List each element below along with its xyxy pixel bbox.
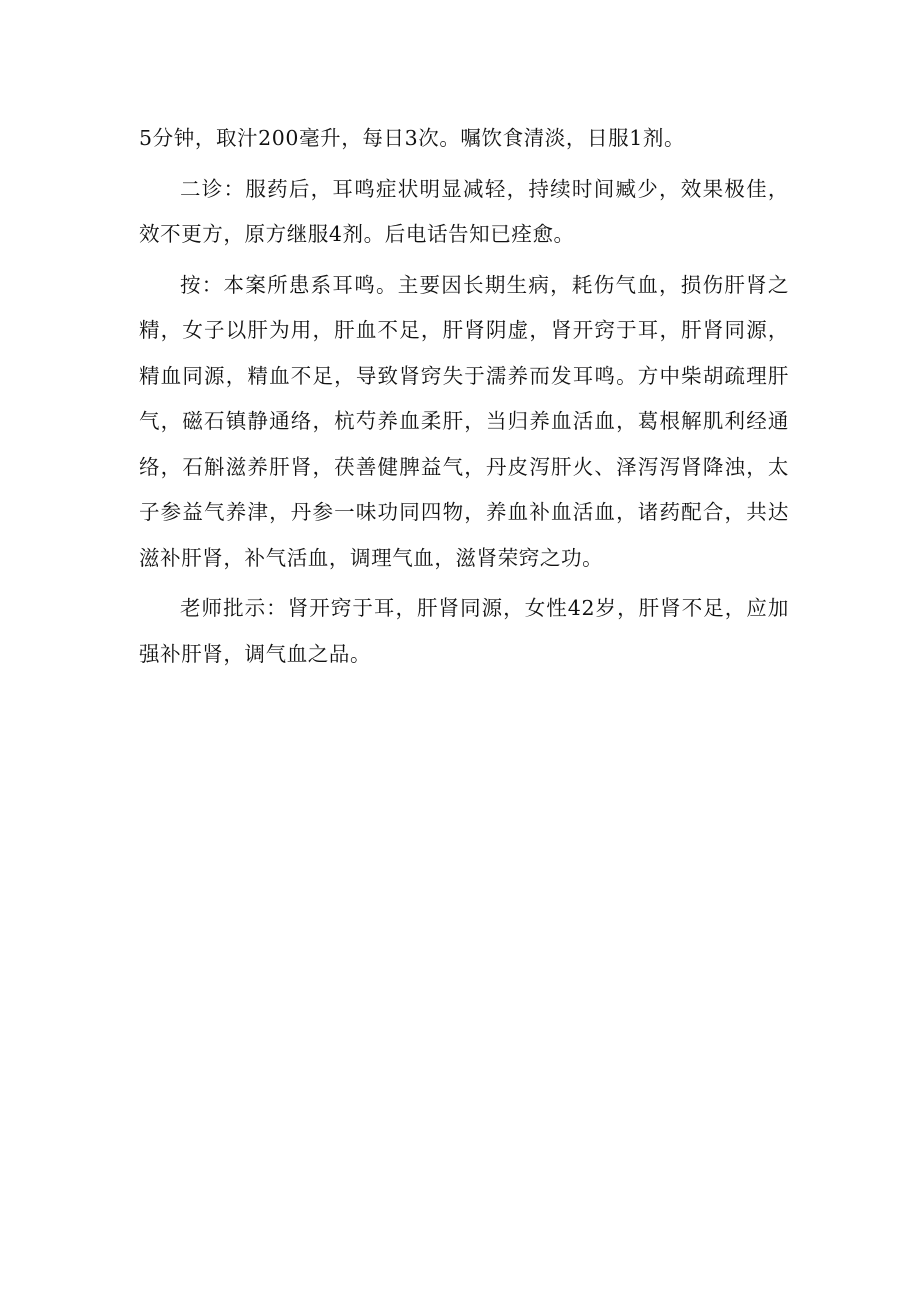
paragraph-teacher-note: 老师批示：肾开窍于耳，肝肾同源，女性42岁，肝肾不足，应加强补肝肾，调气血之品。 [139, 596, 789, 666]
document-page [139, 116, 789, 682]
paragraph-second-visit: 二诊：服药后，耳鸣症状明显减轻，持续时间臧少，效果极佳，效不更方，原方继服4剂。后电话告知已痊愈。 [139, 176, 789, 246]
paragraph-dosage: 5分钟，取汁200毫升，每日3次。嘱饮食清淡，日服1剂。 [139, 126, 686, 150]
paragraph-commentary: 按：本案所患系耳鸣。主要因长期生病，耗伤气血，损伤肝肾之精，女子以肝为用，肝血不足，肝肾阴虚，肾开窍于耳，肝肾同源，精血同源，精血不足，导致肾窍失于濡养而发耳鸣。方中柴胡疏理肝气，磁石镇静通络，杭芍养血柔肝，当归养血活血，葛根解肌利经通络，石斛滋养肝肾，茯善健脾益气，丹皮泻肝火、泽泻泻肾降浊，太子参益气养津，丹参一味功同四物，养血补血活血，诸药配合，共达滋补肝肾，补气活血，调理气血，滋肾荣窍之功。 [139, 272, 789, 570]
